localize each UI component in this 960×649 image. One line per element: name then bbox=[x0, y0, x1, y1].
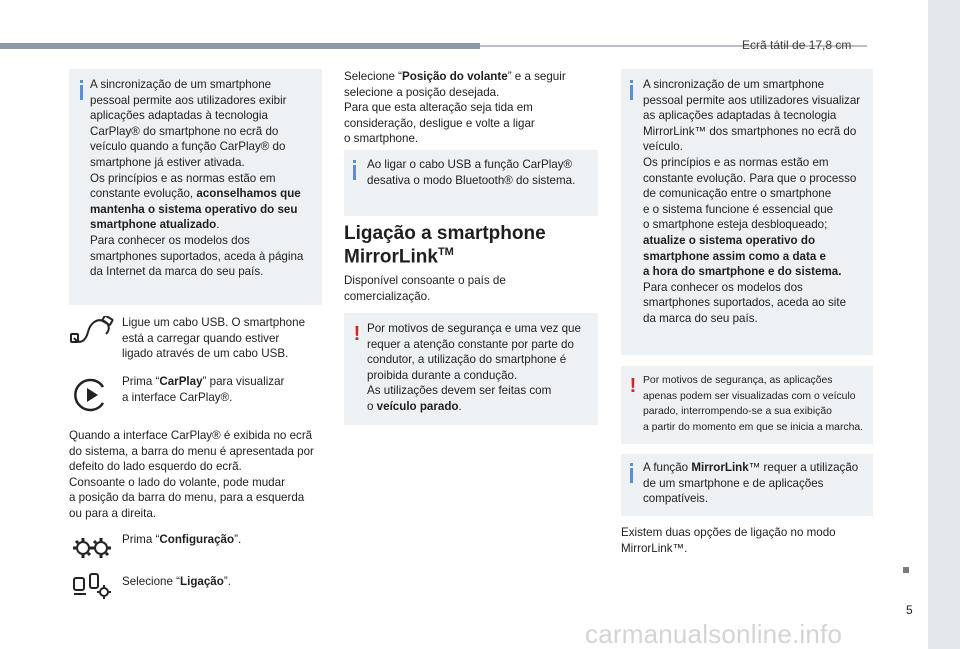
step-ligacao-text: Selecione “Ligação”. bbox=[122, 575, 231, 588]
info-text-carplay: A sincronização de um smartphone pessoal permite aos utilizadores exibir aplicações adaptadas à tecnologia CarPlay® do smartphone no ecrã do veículo quando a função CarPlay® do smartphone já estiver ativada. Os princípios e as normas estão em constante evolução, aconselhamos que mantenha o sistema operativo do seu smartphone atualizado. Para conhecer os modelos dos smartphones suportados, aceda à página da Internet da marca do seu país. bbox=[90, 78, 304, 279]
warning-icon: ! bbox=[353, 323, 361, 345]
step-carplay-text: Prima “CarPlay” para visualizar a interface CarPlay®. bbox=[122, 375, 285, 404]
usb-cable-icon bbox=[70, 316, 114, 346]
body-menu-bar-text: Quando a interface CarPlay® é exibida no ecrã do sistema, a barra do menu é apresentada por defeito do lado esquerdo do ecrã. Consoante o lado do volante, pode mudar a posição da barra do menu, para a esquerda ou para a direita. bbox=[69, 429, 314, 520]
continuation-mark bbox=[903, 567, 909, 573]
header-rule-dark bbox=[0, 43, 480, 49]
info-icon bbox=[353, 165, 356, 180]
info-icon bbox=[80, 85, 83, 100]
settings-gears-icon bbox=[72, 535, 112, 561]
info-text-usb: Ao ligar o cabo USB a função CarPlay® desativa o modo Bluetooth® do sistema. bbox=[367, 158, 576, 187]
warning-text-parked: Por motivos de segurança, as aplicações apenas podem ser visualizadas com o veículo parado, interrompendo-se a sua exibição a partir do momento em que se inicia a marcha. bbox=[643, 375, 864, 433]
page-number: 5 bbox=[906, 603, 913, 617]
carplay-play-icon bbox=[73, 378, 107, 412]
page-header-title: Ecrã tátil de 17,8 cm bbox=[742, 38, 852, 52]
section-heading-mirrorlink: Ligação a smartphone MirrorLink™ bbox=[344, 223, 546, 268]
info-text-requirement: A função MirrorLink™ requer a utilização de um smartphone e de aplicações compatíveis. bbox=[643, 461, 859, 506]
connection-options-text: Existem duas opções de ligação no modo MirrorLink™. bbox=[621, 526, 836, 555]
info-text-mirrorlink: A sincronização de um smartphone pessoal permite aos utilizadores visualizar as aplicações adaptadas à tecnologia MirrorLink™ dos smartphones no ecrã do veículo. Os princípios e as normas estão em constante evolução. Para que o processo de comunicação entre o smartphone e o sistema funcione é essencial que o smartphone esteja desbloqueado; atualize o sistema operativo do smartphone assim como a data e a hora do smartphone e do sistema. Para conhecer os modelos dos smartphones suportados, aceda ao site da marca do seu país. bbox=[643, 78, 861, 325]
availability-text: Disponível consoante o país de comercialização. bbox=[344, 274, 506, 303]
watermark: carmanualsonline.info bbox=[585, 619, 843, 649]
info-icon bbox=[630, 85, 633, 100]
connection-settings-icon bbox=[72, 572, 112, 600]
page-edge-strip bbox=[928, 0, 960, 649]
select-wheel-position-text: Selecione “Posição do volante” e a seguir selecione a posição desejada. Para que esta alteração seja tida em consideração, desligue e volte a ligar o smartphone. bbox=[344, 70, 566, 146]
warning-icon: ! bbox=[629, 375, 637, 397]
warning-text-driving: Por motivos de segurança e uma vez que requer a atenção constante por parte do condutor, a utilização do smartphone é proibida durante a condução. As utilizações devem ser feitas com o veículo parado. bbox=[367, 322, 581, 413]
step-config-text: Prima “Configuração”. bbox=[122, 533, 242, 546]
info-icon bbox=[630, 468, 633, 483]
step-usb-text: Ligue um cabo USB. O smartphone está a carregar quando estiver ligado através de um cabo USB. bbox=[122, 316, 306, 361]
